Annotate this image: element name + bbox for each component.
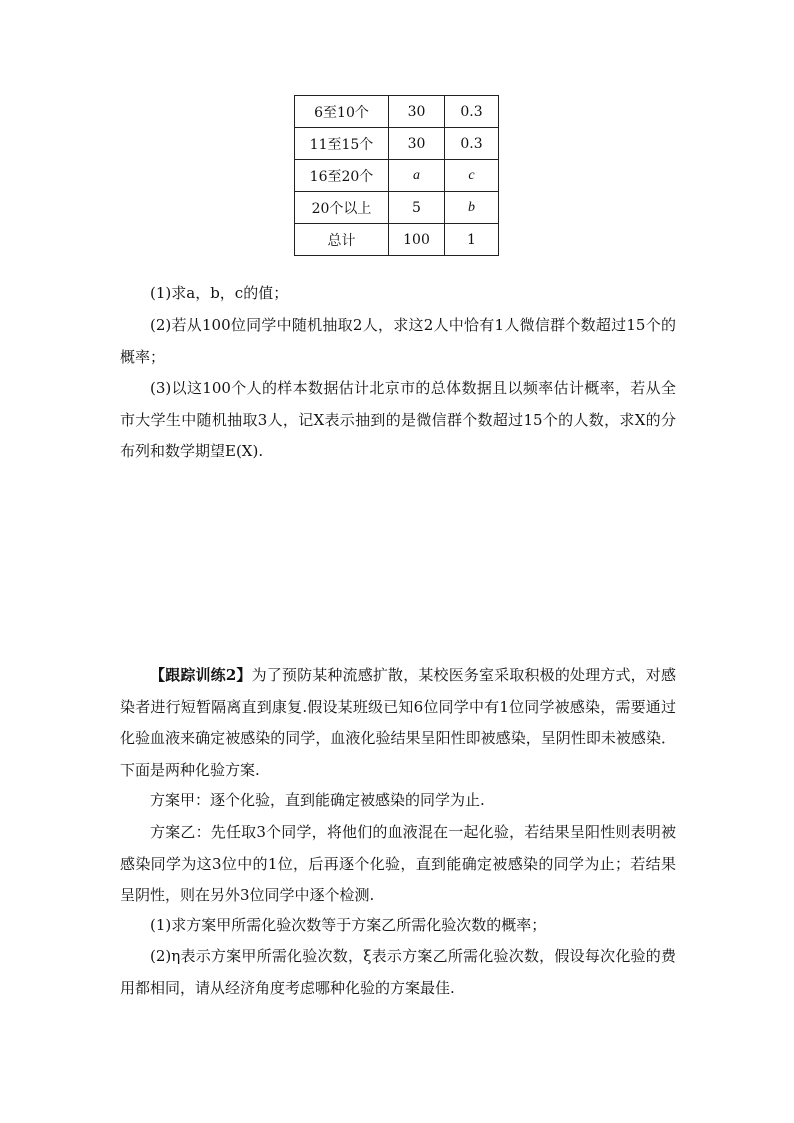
table-cell: 16至20个 <box>295 160 389 192</box>
exercise-2-heading: 【跟踪训练2】 <box>150 666 252 684</box>
exercise-2-intro-text: 为了预防某种流感扩散，某校医务室采取积极的处理方式，对感染者进行短暂隔离直到康复.假设某班级已知6位同学中有1位同学被感染，需要通过化验血液来确定被感染的同学，血液化验结果呈阳性即被感染，呈阴性即未被感染．下面是两种化验方案. <box>120 666 676 779</box>
question-1-part-3: (3)以这100个人的样本数据估计北京市的总体数据且以频率估计概率，若从全市大学生中随机抽取3人，记X表示抽到的是微信群个数超过15个的人数，求X的分布列和数学期望E(X). <box>120 379 676 460</box>
exercise-2-intro <box>120 660 676 786</box>
table-row <box>295 192 499 224</box>
exercise-2-part-1: (1)求方案甲所需化验次数等于方案乙所需化验次数的概率； <box>150 916 547 934</box>
table-row <box>295 96 499 128</box>
plan-a: 方案甲：逐个化验，直到能确定被感染的同学为止. <box>150 791 485 809</box>
table-cell: b <box>445 192 499 224</box>
frequency-table <box>294 95 499 256</box>
table-cell: 30 <box>389 128 445 160</box>
table-cell: 6至10个 <box>295 96 389 128</box>
table-cell: 11至15个 <box>295 128 389 160</box>
table-row <box>295 128 499 160</box>
table-cell: 1 <box>445 224 499 256</box>
table-cell: 100 <box>389 224 445 256</box>
table-row <box>295 160 499 192</box>
exercise-2-part-2: (2)η表示方案甲所需化验次数，ξ表示方案乙所需化验次数，假设每次化验的费用都相同，请从经济角度考虑哪种化验的方案最佳. <box>120 947 676 997</box>
question-1-part-1: (1)求a，b，c的值； <box>150 284 289 302</box>
table-cell: 20个以上 <box>295 192 389 224</box>
table-cell: 30 <box>389 96 445 128</box>
plan-b: 方案乙：先任取3个同学，将他们的血液混在一起化验，若结果呈阳性则表明被感染同学为这3位中的1位，后再逐个化验，直到能确定被感染的同学为止；若结果呈阴性，则在另外3位同学中逐个检测. <box>120 823 676 904</box>
table-cell: 0.3 <box>445 96 499 128</box>
table-cell: 总计 <box>295 224 389 256</box>
table-cell: 5 <box>389 192 445 224</box>
table-cell: c <box>445 160 499 192</box>
table-cell: a <box>389 160 445 192</box>
table-cell: 0.3 <box>445 128 499 160</box>
question-1-part-2: (2)若从100位同学中随机抽取2人，求这2人中恰有1人微信群个数超过15个的概率； <box>120 316 676 366</box>
table-row <box>295 224 499 256</box>
